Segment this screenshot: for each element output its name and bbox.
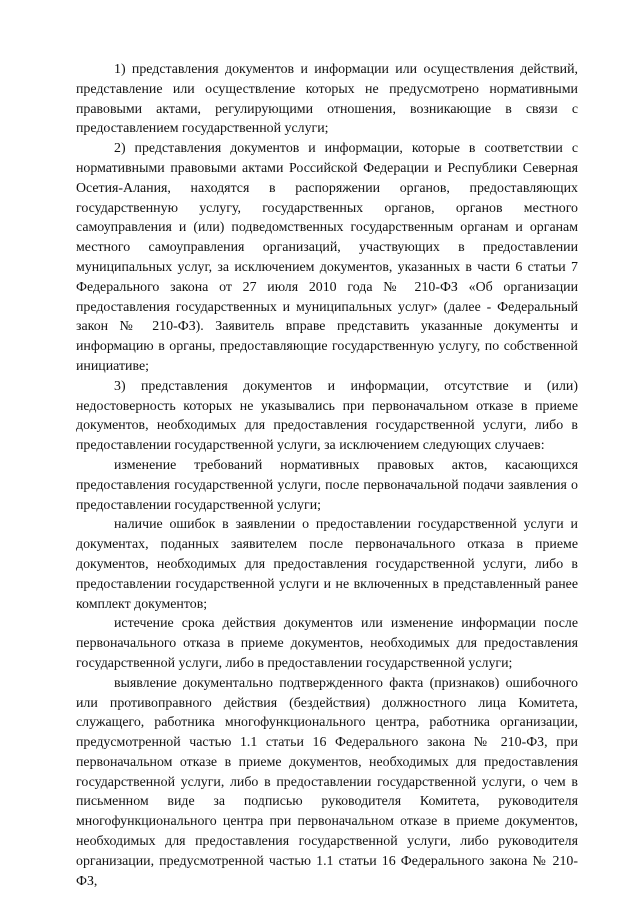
paragraph-errors-in-application: наличие ошибок в заявлении о предоставлении государственной услуги и документах, поданных заявителем после первоначального отказа в приеме документов, необходимых для предоставления государственной услуги, либо в предоставлении государственной услуги и не включенных в представленный ранее комплект документов; [76, 517, 578, 612]
paragraph-item-1: 1) представления документов и информации или осуществления действий, представление или осуществление которых не предусмотрено нормативными правовыми актами, регулирующими отношения, возникающие в связи с предоставлением государственной услуги; [76, 62, 578, 137]
document-body [76, 60, 578, 891]
paragraph-erroneous-action: выявление документально подтвержденного факта (признаков) ошибочного или противоправного действия (бездействия) должностного лица Комитета, служащего, работника многофункционального центра, работника организации, предусмотренной частью 1.1 статьи 16 Федерального закона № 210-ФЗ, при первоначальном отказе в приеме документов, необходимых для предоставления государственной услуги, либо в предоставлении государственной услуги, о чем в письменном виде за подписью руководителя Комитета, руководителя многофункционального центра при первоначальном отказе в приеме документов, необходимых для предоставления государственной услуги, либо руководителя организации, предусмотренной частью 1.1 статьи 16 Федерального закона № 210-ФЗ, [76, 675, 578, 889]
paragraph-documents-expiry: истечение срока действия документов или изменение информации после первоначального отказа в приеме документов, необходимых для предоставления государственной услуги, либо в предоставлении государственной услуги; [76, 616, 578, 671]
paragraph-requirements-change: изменение требований нормативных правовых актов, касающихся предоставления государственной услуги, после первоначальной подачи заявления о предоставлении государственной услуги; [76, 457, 578, 513]
paragraph-item-3: 3) представления документов и информации, отсутствие и (или) недостоверность которых не указывались при первоначальном отказе в приеме документов, необходимых для предоставления государственной услуги, либо в предоставлении государственной услуги, за исключением следующих случаев: [76, 378, 578, 454]
paragraph-item-2: 2) представления документов и информации, которые в соответствии с нормативными правовыми актами Российской Федерации и Республики Северная Осетия-Алания, находятся в распоряжении органов, предоставляющих государственную услугу, государственных органов, органов местного самоуправления и (или) подведомственных государственным органам и органам местного самоуправления организаций, участвующих в предоставлении муниципальных услуг, за исключением документов, указанных в части 6 статьи 7 Федерального закона от 27 июля 2010 года № 210-ФЗ «Об организации предоставления государственных и муниципальных услуг» (далее - Федеральный закон № 210-ФЗ). Заявитель вправе представить указанные документы и информацию в органы, предоставляющие государственную услугу, по собственной инициативе; [76, 141, 578, 374]
